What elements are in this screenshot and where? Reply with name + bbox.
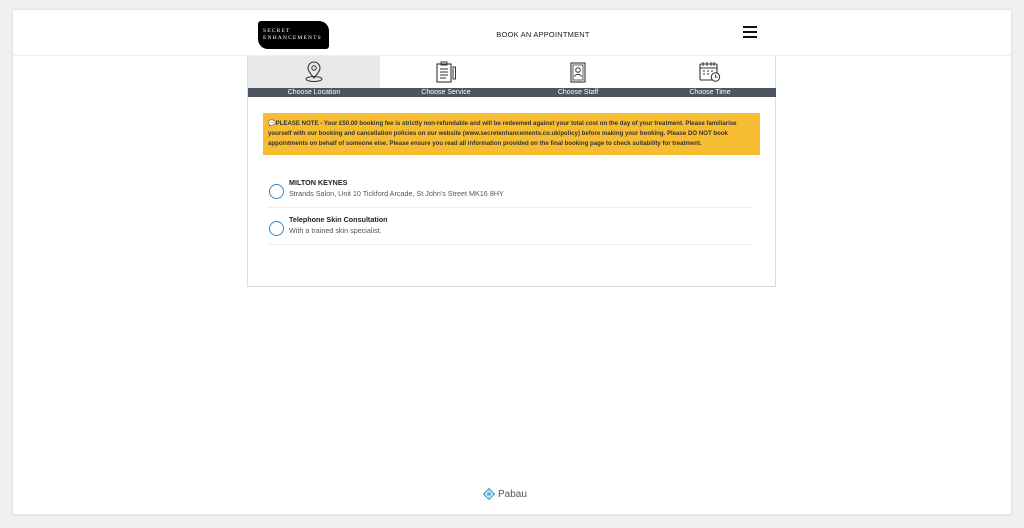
location-option-milton-keynes[interactable]	[268, 171, 752, 208]
footer-brand[interactable]	[483, 488, 527, 500]
hamburger-menu-icon[interactable]	[743, 26, 757, 38]
logo-line-2: ENHANCEMENTS	[263, 35, 322, 41]
step-label: Choose Location	[248, 88, 380, 97]
location-name: MILTON KEYNES	[289, 178, 348, 187]
location-option-telephone-consultation[interactable]	[268, 208, 752, 245]
location-radio[interactable]	[269, 221, 284, 236]
footer-brand-name: Pabau	[498, 488, 527, 500]
step-label: Choose Time	[644, 88, 776, 97]
step-label: Choose Staff	[512, 88, 644, 97]
staff-badge-icon	[569, 61, 587, 83]
header	[13, 10, 1011, 56]
pabau-logo-icon	[483, 488, 495, 500]
step-nav	[248, 56, 776, 97]
location-radio[interactable]	[269, 184, 284, 199]
notice-text: PLEASE NOTE - Your £50.00 booking fee is strictly non-refundable and will be redeemed against your total cost on the day of your treatment. Please familiarise yourself with our booking and cancellation policies on our website (www.secretenhancements.co.uk/policy) before making your booking. Please DO NOT book appointments on behalf of someone else. Please ensure you read all information provided on the final booking page to check suitability for treatment.	[268, 120, 737, 147]
page-title: BOOK AN APPOINTMENT	[496, 30, 590, 39]
clipboard-list-icon	[435, 61, 457, 83]
location-address: Strands Salon, Unit 10 Tickford Arcade, St John's Street MK16 8HY	[289, 189, 504, 198]
step-choose-time[interactable]	[644, 56, 776, 97]
logo-line-1: SECRET	[263, 28, 291, 34]
step-label: Choose Service	[380, 88, 512, 97]
map-pin-icon	[304, 61, 324, 83]
booking-card	[247, 56, 776, 287]
booking-notice	[263, 113, 760, 155]
location-name: Telephone Skin Consultation	[289, 215, 388, 224]
page-frame	[13, 10, 1011, 514]
location-address: With a trained skin specialist.	[289, 226, 382, 235]
step-choose-staff[interactable]	[512, 56, 644, 97]
location-list	[268, 171, 752, 245]
step-choose-service[interactable]	[380, 56, 512, 97]
step-choose-location[interactable]	[248, 56, 380, 97]
speech-bubble-icon: 💬	[268, 120, 276, 127]
calendar-clock-icon	[698, 61, 722, 83]
brand-logo[interactable]	[258, 21, 329, 49]
